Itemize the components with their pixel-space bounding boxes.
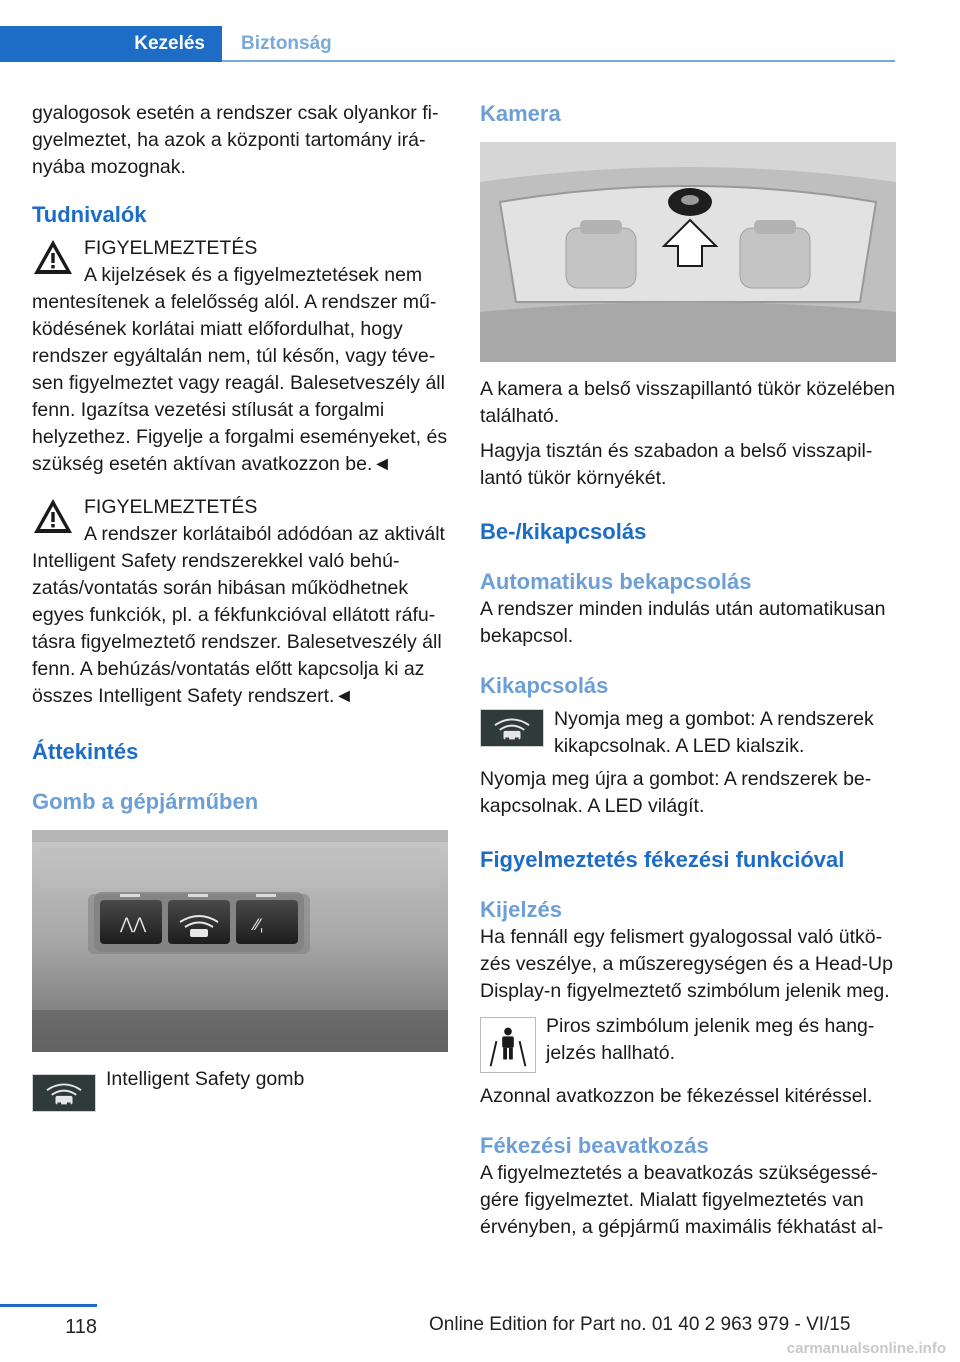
page-number: 118 — [65, 1316, 97, 1338]
warning-1-title: FIGYELMEZTETÉS — [84, 237, 258, 259]
heading-kikapcsolas: Kikapcsolás — [480, 673, 609, 698]
warning-2-text: A rendszer korlátaiból adódóan az aktivált Intelligent Safety rendszerekkel való behúzatás/vontatás során hibásan működhetnek egyes funkciók, pl. a fékfunkcióval ellátott ráfutásra figyelmeztető rendszer. Balesetveszély áll fenn. A behúzás/vontatás előtt kapcsolja ki az összes Intelligent Safety rendszert.◄ — [32, 523, 445, 707]
svg-text:⁄⁄ˌ: ⁄⁄ˌ — [254, 915, 264, 934]
button-panel-photo — [32, 830, 448, 1052]
edition-text: Online Edition for Part no. 01 40 2 963 979 - VI/15 — [429, 1314, 851, 1335]
warning-1-text: A kijelzések és a figyelmeztetések nem mentesítenek a felelősség alól. A rendszer működésének korlátai miatt előfordulhat, hogy rendszer egyáltalán nem, túl későn, vagy tévesen figyelmeztet vagy reagál. Balesetveszély áll fenn. Igazítsa vezetési stílusát a forgalmi helyzethez. Figyelje a forgalmi eseményeket, és szükség esetén aktívan avatkozzon be.◄ — [32, 264, 448, 475]
heading-attekintes: Áttekintés — [32, 739, 139, 764]
warning-2-title: FIGYELMEZTETÉS — [84, 496, 258, 518]
heading-be-kikapcsolas: Be-/kikapcsolás — [480, 519, 647, 544]
warning-block-2 — [32, 494, 448, 710]
kamera-text-2: Hagyja tisztán és szabadon a belső visszapillantó tükör környékét. — [480, 440, 873, 489]
kikapcsolas-row — [480, 706, 896, 760]
button-caption-row — [32, 1066, 448, 1114]
heading-tudnivalok: Tudnivalók — [32, 202, 147, 227]
header-divider — [222, 60, 895, 62]
pedestrian-warning-icon — [480, 1017, 536, 1073]
warning-triangle-icon — [32, 496, 74, 536]
heading-gomb-a-gepjarmuben: Gomb a gépjárműben — [32, 789, 259, 814]
kamera-text-1: A kamera a belső visszapillantó tükör közelében található. — [480, 378, 896, 427]
warning-triangle-icon — [32, 237, 74, 277]
auto-text: A rendszer minden indulás után automatikusan bekapcsol. — [480, 598, 886, 647]
camera-location-photo — [480, 142, 896, 362]
watermark: carmanualsonline.info — [786, 1340, 946, 1357]
heading-kijelzes: Kijelzés — [480, 897, 562, 922]
heading-figyelmeztetes-fekezesi: Figyelmeztetés fékezési funkcióval — [480, 847, 845, 872]
kijelzes-text: Ha fennáll egy felismert gyalogossal való ütközés veszélye, a műszeregységen és a Head-Up Display-n figyelmeztető szimbólum jelenik meg. — [480, 926, 893, 1002]
heading-kamera: Kamera — [480, 101, 561, 126]
tab-kezeles[interactable]: Kezelés — [0, 26, 222, 62]
piros-szimbolum-text: Piros szimbólum jelenik meg és hangjelzés hallható. — [546, 1015, 875, 1064]
svg-text:⋀⋀: ⋀⋀ — [120, 914, 147, 933]
azonnal-text: Azonnal avatkozzon be fékezéssel kitéréssel. — [480, 1085, 873, 1107]
heading-automatikus-bekapcsolas: Automatikus bekapcsolás — [480, 569, 752, 594]
left-column — [32, 100, 448, 1114]
fekezes-text: A figyelmeztetés a beavatkozás szükségességére figyelmeztet. Mialatt figyelmeztetés van érvényben, a gépjármű maximális fékhatást al- — [480, 1162, 884, 1238]
intro-paragraph: gyalogosok esetén a rendszer csak olyankor figyelmeztet, ha azok a központi tartomány irányába mozognak. — [32, 102, 439, 178]
heading-fekezesi-beavatkozas: Fékezési beavatkozás — [480, 1133, 709, 1158]
intelligent-safety-button-icon — [32, 1074, 96, 1112]
header-tabs — [0, 26, 895, 62]
warning-block-1 — [32, 235, 448, 478]
intelligent-safety-button-icon — [480, 709, 544, 747]
pedestrian-warning-row — [480, 1013, 896, 1075]
kikapcsolas-text-2: Nyomja meg újra a gombot: A rendszerek bekapcsolnak. A LED világít. — [480, 768, 872, 817]
button-caption: Intelligent Safety gomb — [106, 1068, 305, 1090]
footer-divider — [0, 1304, 97, 1307]
tab-biztonsag[interactable]: Biztonság — [241, 33, 332, 54]
right-column — [480, 100, 896, 1241]
kikapcsolas-text-1: Nyomja meg a gombot: A rendszerek kikapcsolnak. A LED kialszik. — [554, 708, 874, 757]
